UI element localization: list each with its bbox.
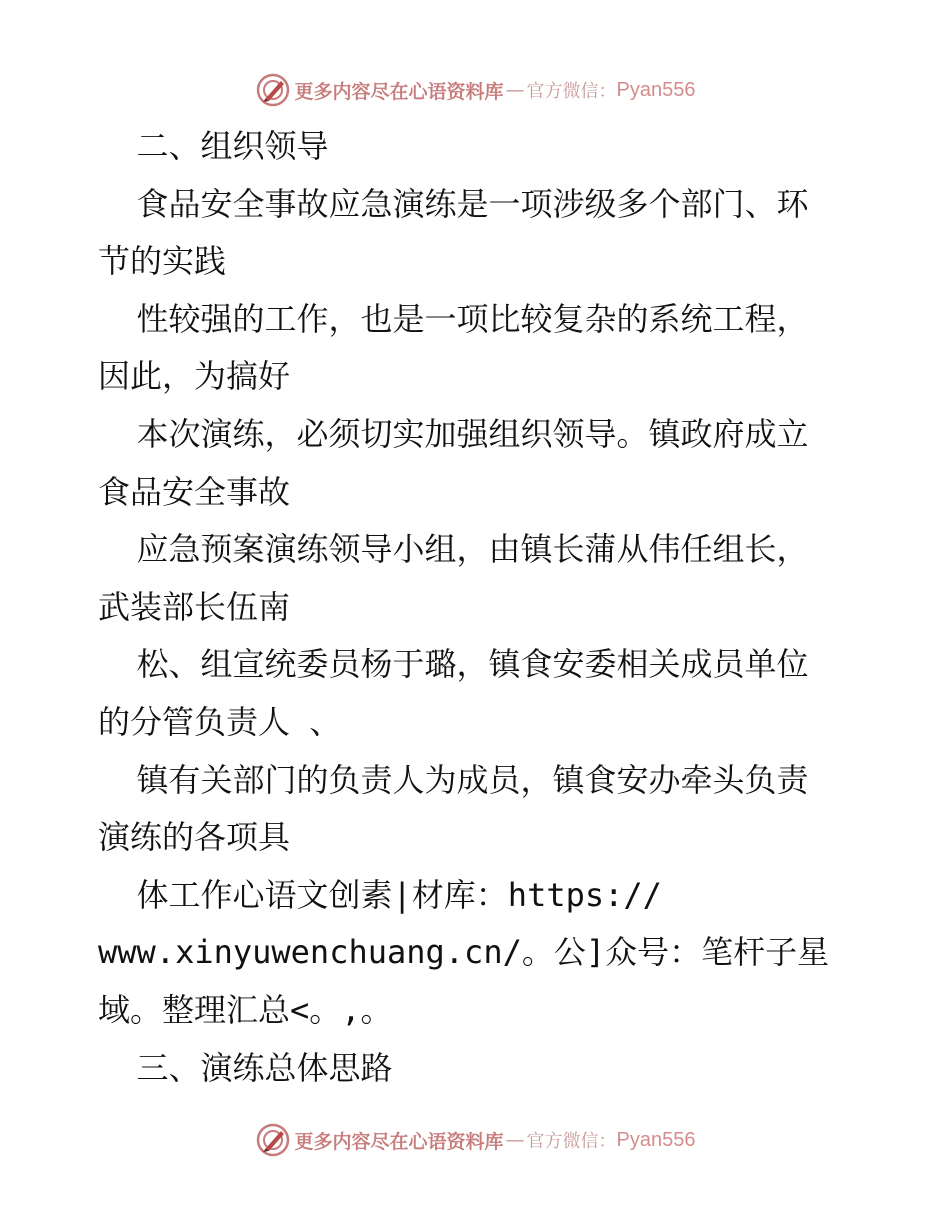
banner-dash: — xyxy=(505,1129,525,1151)
body-line: 镇有关部门的负责人为成员，镇食安办牵头负责 xyxy=(98,760,809,799)
document-body xyxy=(98,118,868,1097)
header-banner xyxy=(0,70,950,110)
brand-logo-icon xyxy=(255,72,291,108)
banner-wechat-label: 官方微信： xyxy=(526,1131,617,1152)
body-line: www.xinyuwenchuang.cn/。公]众号：笔杆子星 xyxy=(98,933,830,972)
banner-wechat-label: 官方微信： xyxy=(526,81,617,102)
body-line: 因此，为搞好 xyxy=(98,357,291,396)
banner-dash: — xyxy=(505,79,525,101)
body-line: 食品安全事故应急演练是一项涉级多个部门、环 xyxy=(98,184,809,223)
banner-title: 更多内容尽在心语资料库 xyxy=(294,1130,504,1153)
body-line: 域。整理汇总<。,。 xyxy=(98,990,393,1029)
body-line: 二、组织领导 xyxy=(98,127,329,165)
body-line: 体工作心语文创素|材库：https:// xyxy=(98,875,662,914)
body-line: 松、组宣统委员杨于璐，镇食安委相关成员单位 xyxy=(98,645,809,684)
footer-banner xyxy=(0,1120,950,1160)
banner-wechat-id: Pyan556 xyxy=(616,1128,696,1151)
body-line: 三、演练总体思路 xyxy=(98,1048,393,1087)
body-line: 武装部长伍南 xyxy=(98,587,291,626)
body-line: 应急预案演练领导小组，由镇长蒲从伟任组长， xyxy=(98,530,809,569)
body-line: 演练的各项具 xyxy=(98,818,291,857)
body-line: 食品安全事故 xyxy=(98,472,291,511)
body-line: 的分管负责人 、 xyxy=(98,702,342,741)
body-line: 性较强的工作，也是一项比较复杂的系统工程， xyxy=(98,299,809,338)
banner-title: 更多内容尽在心语资料库 xyxy=(294,80,504,103)
banner-wechat-id: Pyan556 xyxy=(616,78,696,101)
brand-logo-icon xyxy=(255,1122,291,1158)
body-line: 本次演练，必须切实加强组织领导。镇政府成立 xyxy=(98,414,809,453)
body-line: 节的实践 xyxy=(98,242,227,281)
